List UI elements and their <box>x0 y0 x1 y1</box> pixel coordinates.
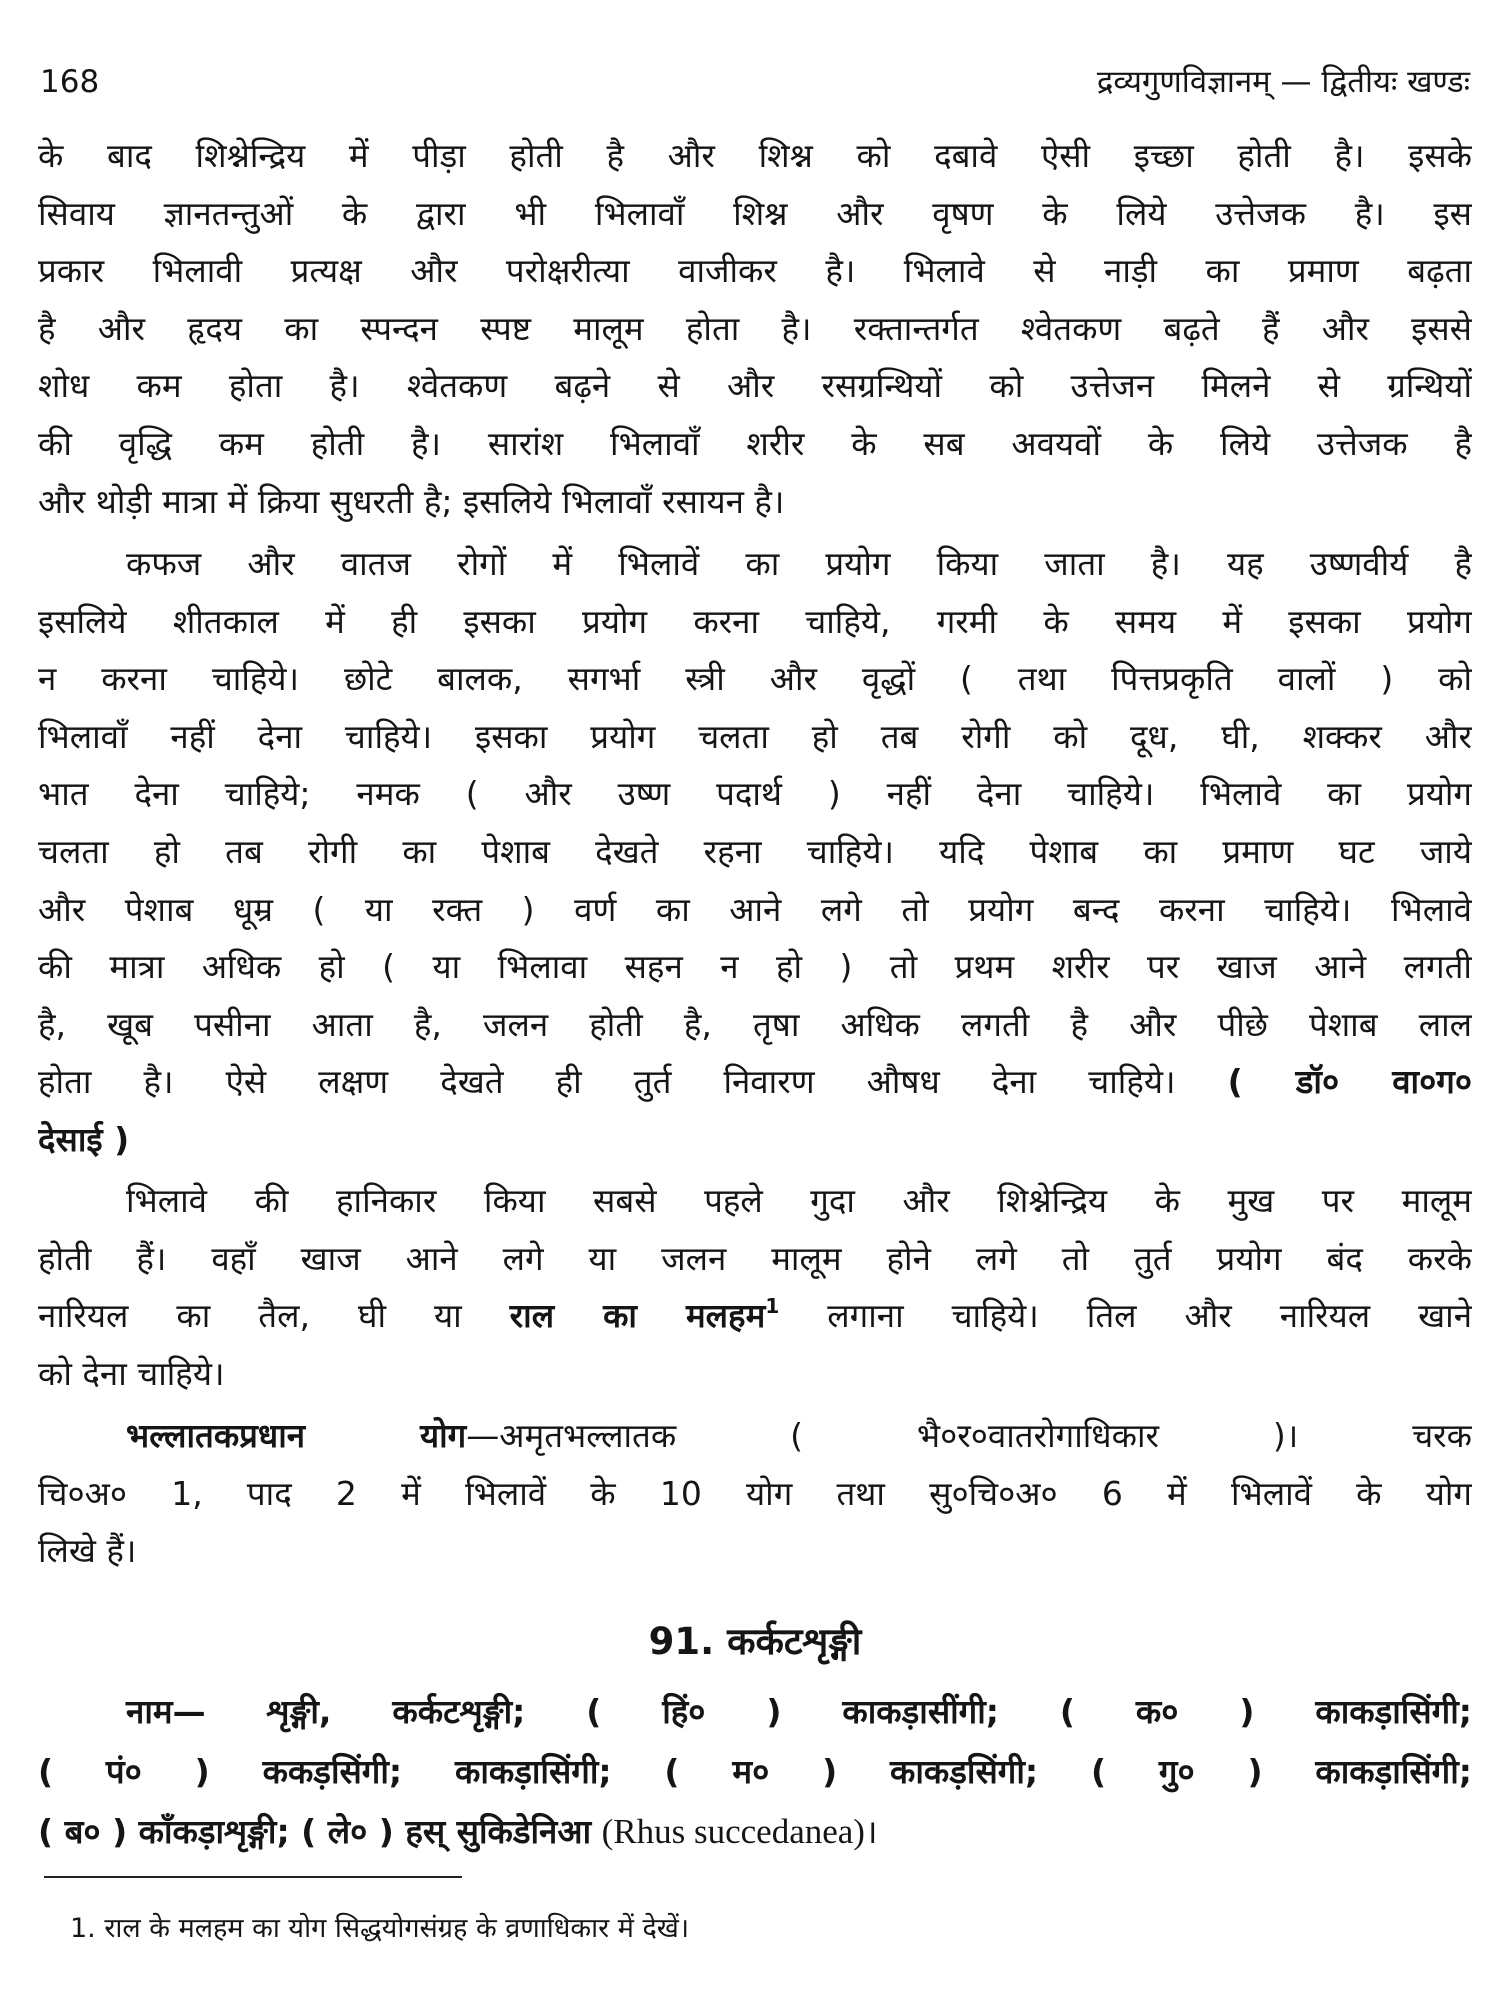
text-segment: । <box>864 1812 878 1851</box>
text-line <box>38 1407 1472 1465</box>
running-title: द्रव्यगुणविज्ञानम् — द्वितीयः खण्डः <box>1096 64 1470 100</box>
text-line: चि०अ० 1, पाद 2 में भिलावें के 10 योग तथा सु०चि०अ० 6 में भिलावें के योग <box>38 1473 1472 1513</box>
citation: देसाई ) <box>38 1119 130 1159</box>
text-line: न करना चाहिये। छोटे बालक, सगर्भा स्त्री और वृद्धों ( तथा पित्तप्रकृति वालों ) को <box>38 659 1472 699</box>
text-line: है और हृदय का स्पन्दन स्पष्ट मालूम होता है। रक्तान्तर्गत श्वेतकण बढ़ते हैं और इससे <box>38 308 1472 348</box>
paragraph <box>38 127 1472 530</box>
text-line: भिलावाँ नहीं देना चाहिये। इसका प्रयोग चलता हो तब रोगी को दूध, घी, शक्कर और <box>38 716 1472 756</box>
text-line: की वृद्धि कम होती है। सारांश भिलावाँ शरीर के सब अवयवों के लिये उत्तेजक है <box>38 423 1472 463</box>
footnote <box>70 1908 1470 1950</box>
text-line: ( पं० ) ककड़सिंगी; काकड़ासिंगी; ( म० ) काकड़सिंगी; ( गु० ) काकड़ासिंगी; <box>38 1752 1472 1791</box>
names-label: नाम— <box>126 1692 206 1731</box>
text-line <box>38 1682 1472 1742</box>
text-line: चलता हो तब रोगी का पेशाब देखते रहना चाहिये। यदि पेशाब का प्रमाण घट जाये <box>38 831 1472 871</box>
paragraph <box>38 1407 1472 1580</box>
text-segment: लगाना चाहिये। तिल और नारियल खाने <box>827 1296 1472 1336</box>
footnote-number: 1. <box>70 1913 96 1944</box>
text-segment: शृङ्गी, कर्कटशृङ्गी; ( हिं० ) काकड़ासींगी; ( क० ) काकड़ासिंगी; <box>266 1692 1472 1731</box>
text-line: शोध कम होता है। श्वेतकण बढ़ने से और रसग्रन्थियों को उत्तेजन मिलने से ग्रन्थियों <box>38 366 1472 406</box>
bold-term: राल का मलहम <box>509 1296 766 1336</box>
text-segment: होता है। ऐसे लक्षण देखते ही तुर्त निवारण औषध देना चाहिये। <box>38 1062 1176 1102</box>
citation: ( डॉ० वा०ग० <box>1227 1062 1472 1102</box>
page-number: 168 <box>40 64 100 100</box>
text-line: प्रकार भिलावी प्रत्यक्ष और परोक्षरीत्या वाजीकर है। भिलावे से नाड़ी का प्रमाण बढ़ता <box>38 251 1472 291</box>
text-line: है, खूब पसीना आता है, जलन होती है, तृषा अधिक लगती है और पीछे पेशाब लाल <box>38 1004 1472 1044</box>
paragraph <box>38 535 1472 1169</box>
running-header <box>40 56 1470 108</box>
text-line <box>38 1802 1472 1862</box>
footnote-divider <box>44 1876 462 1878</box>
text-line: और पेशाब धूम्र ( या रक्त ) वर्ण का आने लगे तो प्रयोग बन्द करना चाहिये। भिलावे <box>38 889 1472 929</box>
text-line <box>38 1287 1472 1345</box>
text-line: कफज और वातज रोगों में भिलावें का प्रयोग किया जाता है। यह उष्णवीर्य है <box>126 544 1472 583</box>
footnote-text: राल के मलहम का योग सिद्धयोगसंग्रह के व्रणाधिकार में देखें। <box>104 1913 690 1944</box>
text-line: सिवाय ज्ञानतन्तुओं के द्वारा भी भिलावाँ शिश्न और वृषण के लिये उत्तेजक है। इस <box>38 193 1472 233</box>
footnote-reference: 1 <box>765 1294 780 1319</box>
names-paragraph <box>38 1682 1472 1862</box>
text-segment: नारियल का तैल, घी या <box>38 1296 462 1336</box>
text-line: को देना चाहिये। <box>38 1353 225 1393</box>
bold-term: भल्लातकप्रधान योग <box>126 1416 467 1455</box>
text-line: इसलिये शीतकाल में ही इसका प्रयोग करना चाहिये, गरमी के समय में इसका प्रयोग <box>38 601 1472 641</box>
text-line <box>38 1053 1472 1111</box>
text-line: भिलावे की हानिकार किया सबसे पहले गुदा और शिश्नेन्द्रिय के मुख पर मालूम <box>126 1181 1472 1220</box>
text-line: के बाद शिश्नेन्द्रिय में पीड़ा होती है और शिश्न को दबावे ऐसी इच्छा होती है। इसके <box>38 136 1472 175</box>
text-line: और थोड़ी मात्रा में क्रिया सुधरती है; इसलिये भिलावाँ रसायन है। <box>38 481 785 521</box>
text-line: भात देना चाहिये; नमक ( और उष्ण पदार्थ ) नहीं देना चाहिये। भिलावे का प्रयोग <box>38 774 1472 814</box>
section-heading: 91. कर्कटशृङ्गी <box>648 1620 862 1663</box>
paragraph <box>38 1172 1472 1402</box>
botanical-name: (Rhus succedanea) <box>601 1812 865 1851</box>
text-line: की मात्रा अधिक हो ( या भिलावा सहन न हो ) तो प्रथम शरीर पर खाज आने लगती <box>38 947 1472 987</box>
text-segment: —अमृतभल्लातक ( भै०र०वातरोगाधिकार )। चरक <box>466 1416 1472 1455</box>
text-line: लिखे हैं। <box>38 1531 137 1571</box>
text-line: होती हैं। वहाँ खाज आने लगे या जलन मालूम होने लगे तो तुर्त प्रयोग बंद करके <box>38 1238 1472 1278</box>
text-segment: ( ब० ) काँकड़ाशृङ्गी; ( ले० ) हस् सुकिडेनिआ <box>38 1812 592 1851</box>
